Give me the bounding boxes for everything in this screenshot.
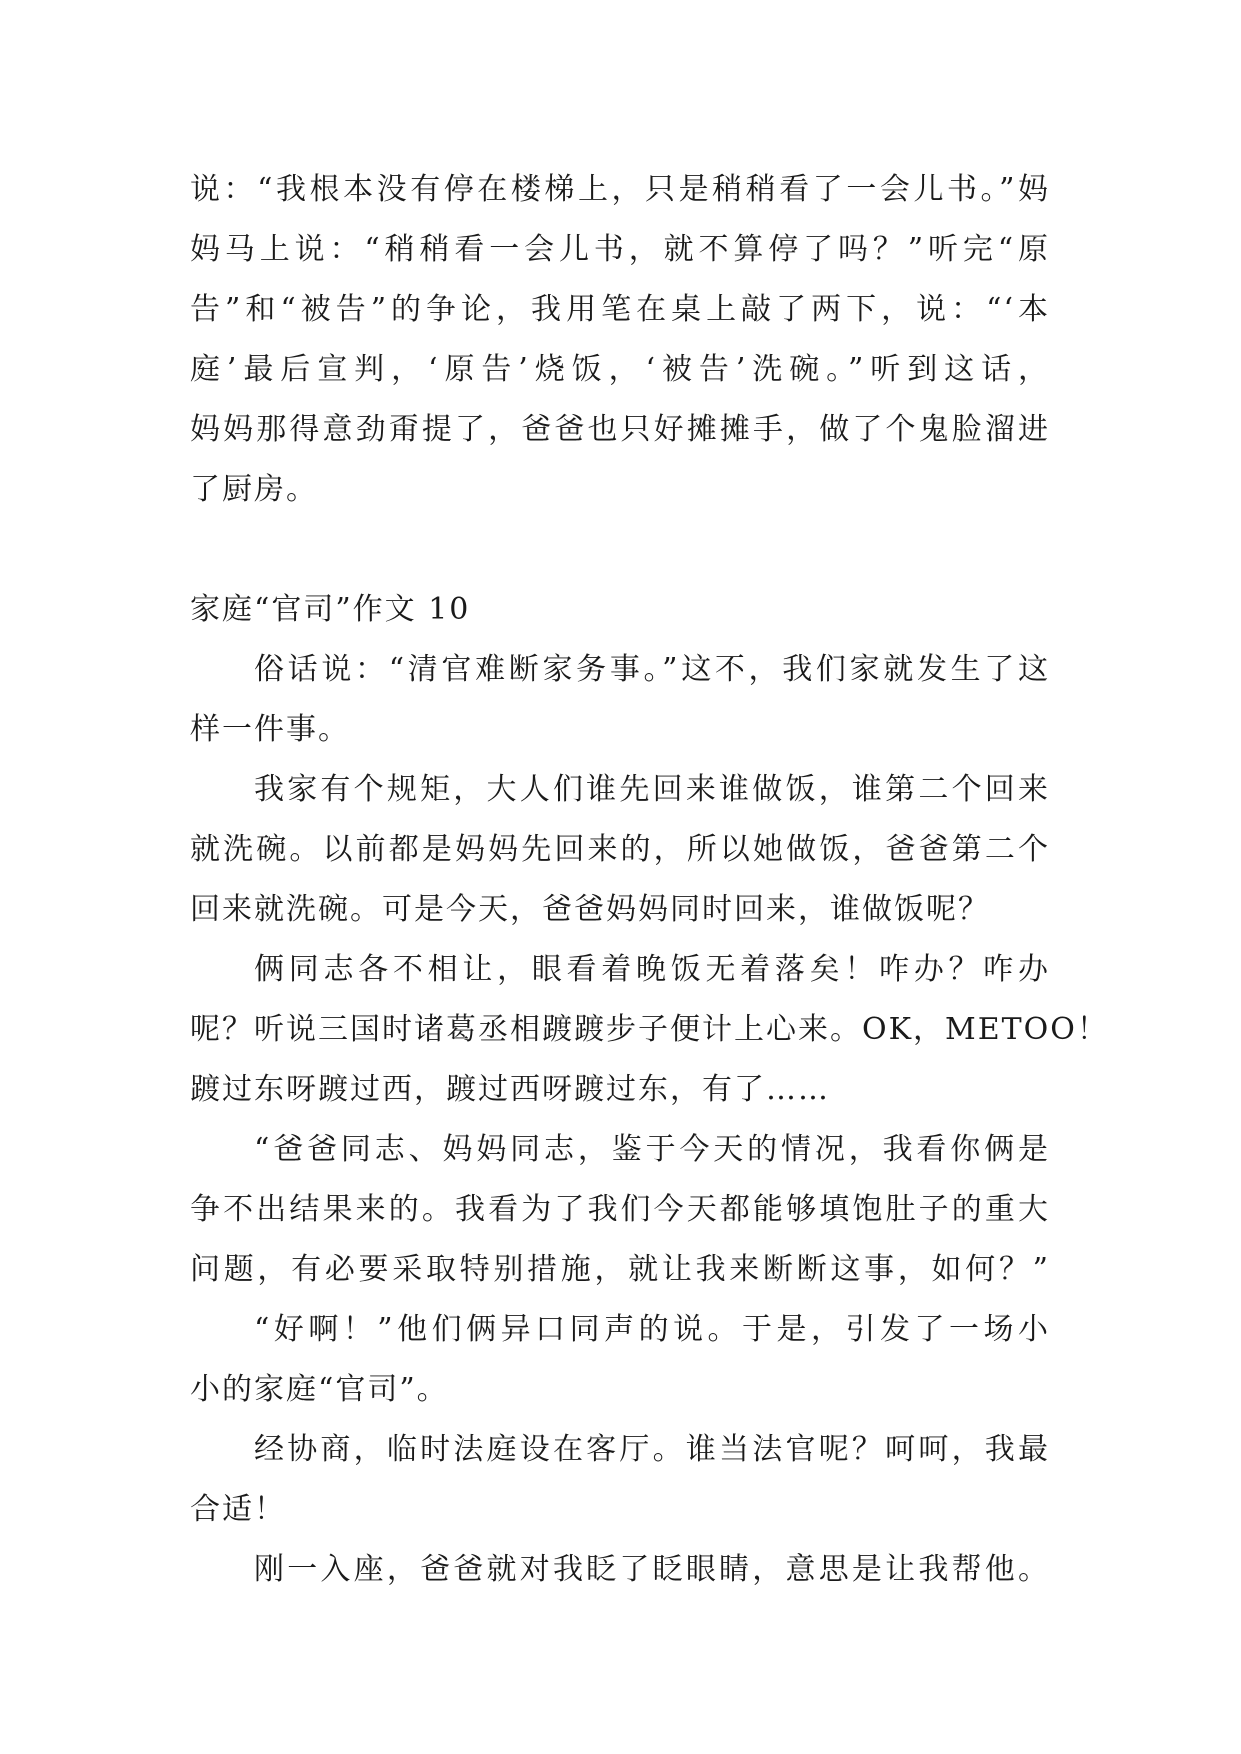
text-line: 告”和“被告”的争论，我用笔在桌上敲了两下，说：“‘本 [190,292,1050,327]
text-line: “好啊！”他们俩异口同声的说。于是，引发了一场小 [254,1312,1050,1347]
text-line: 呢？听说三国时诸葛丞相踱踱步子便计上心来。OK，METOO！ [190,1012,1109,1047]
text-line: 我家有个规矩，大人们谁先回来谁做饭，谁第二个回来 [254,772,1050,807]
text-line: 妈马上说：“稍稍看一会儿书，就不算停了吗？”听完“原 [190,232,1050,267]
text-line: 样一件事。 [190,712,350,747]
text-line: 妈妈那得意劲甭提了，爸爸也只好摊摊手，做了个鬼脸溜进 [190,412,1050,447]
text-line: 经协商，临时法庭设在客厅。谁当法官呢？呵呵，我最 [254,1432,1050,1467]
text-line: 俗话说：“清官难断家务事。”这不，我们家就发生了这 [254,652,1050,687]
text-line: 问题，有必要采取特别措施，就让我来断断这事，如何？” [190,1252,1050,1287]
text-line: 争不出结果来的。我看为了我们今天都能够填饱肚子的重大 [190,1192,1050,1227]
text-line: 合适！ [190,1492,286,1527]
text-line: 了厨房。 [190,472,318,507]
text-line: 回来就洗碗。可是今天，爸爸妈妈同时回来，谁做饭呢？ [190,892,990,927]
section-gap [190,520,1050,580]
document-page [190,160,1109,1600]
section-heading: 家庭“官司”作文 10 [190,592,471,627]
text-line: 庭’最后宣判，‘原告’烧饭，‘被告’洗碗。”听到这话， [190,352,1050,387]
text-line: “爸爸同志、妈妈同志，鉴于今天的情况，我看你俩是 [254,1132,1050,1167]
text-line: 踱过东呀踱过西，踱过西呀踱过东，有了…… [190,1072,830,1107]
text-line: 说：“我根本没有停在楼梯上，只是稍稍看了一会儿书。”妈 [190,172,1050,207]
text-line: 刚一入座，爸爸就对我眨了眨眼睛，意思是让我帮他。 [254,1552,1050,1587]
text-line: 俩同志各不相让，眼看着晚饭无着落矣！咋办？咋办 [254,952,1050,987]
text-line: 就洗碗。以前都是妈妈先回来的，所以她做饭，爸爸第二个 [190,832,1050,867]
text-line: 小的家庭“官司”。 [190,1372,449,1407]
